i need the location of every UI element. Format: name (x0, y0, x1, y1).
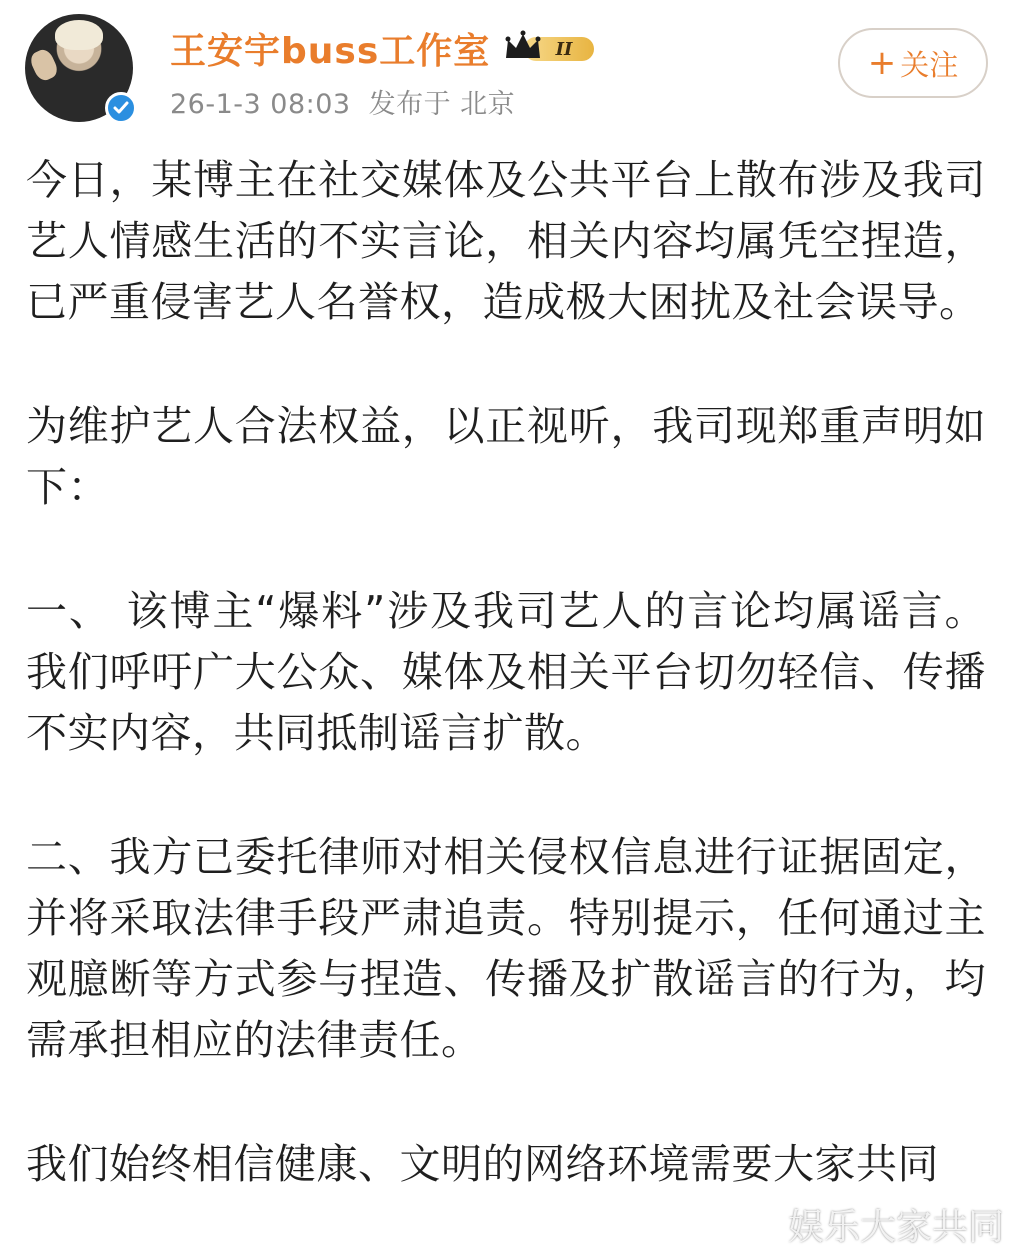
watermark: 娱乐大家共同 (787, 1207, 1004, 1248)
avatar-hair (55, 20, 103, 50)
author-name[interactable]: 王安宇buss工作室 (170, 30, 491, 72)
level-badge-text: II (555, 39, 573, 60)
post-paragraph-4: 二、我方已委托律师对相关侵权信息进行证据固定，并将采取法律手段严肃追责。特别提示，任何通过主观臆断等方式参与捏造、传播及扩散谣言的行为，均需承担相应的法律责任。 (26, 833, 986, 1064)
post-time: 26-1-3 08:03 (170, 89, 351, 120)
avatar-hand (28, 47, 61, 83)
post-header (0, 0, 1012, 130)
post-paragraph-3: 一、 该博主“爆料”涉及我司艺人的言论均属谣言。我们呼吁广大公众、媒体及相关平台切勿轻信、传播不实内容，共同抵制谣言扩散。 (26, 587, 986, 757)
follow-label: 关注 (900, 47, 959, 82)
post-paragraph-5: 我们始终相信健康、文明的网络环境需要大家共同 (26, 1140, 939, 1188)
avatar[interactable] (25, 14, 133, 122)
verified-check-icon (105, 92, 137, 124)
plus-icon: + (867, 43, 897, 83)
follow-button[interactable] (838, 28, 988, 98)
crown-level-badge-icon (502, 28, 598, 68)
post-paragraph-2: 为维护艺人合法权益，以正视听，我司现郑重声明如下： (26, 402, 986, 511)
post-meta (170, 82, 515, 121)
author-row (170, 24, 598, 72)
post-body (26, 150, 986, 1258)
post-location: 发布于 北京 (368, 89, 516, 120)
post-paragraph-1: 今日，某博主在社交媒体及公共平台上散布涉及我司艺人情感生活的不实言论，相关内容均属凭空捏造，已严重侵害艺人名誉权，造成极大困扰及社会误导。 (26, 156, 986, 326)
